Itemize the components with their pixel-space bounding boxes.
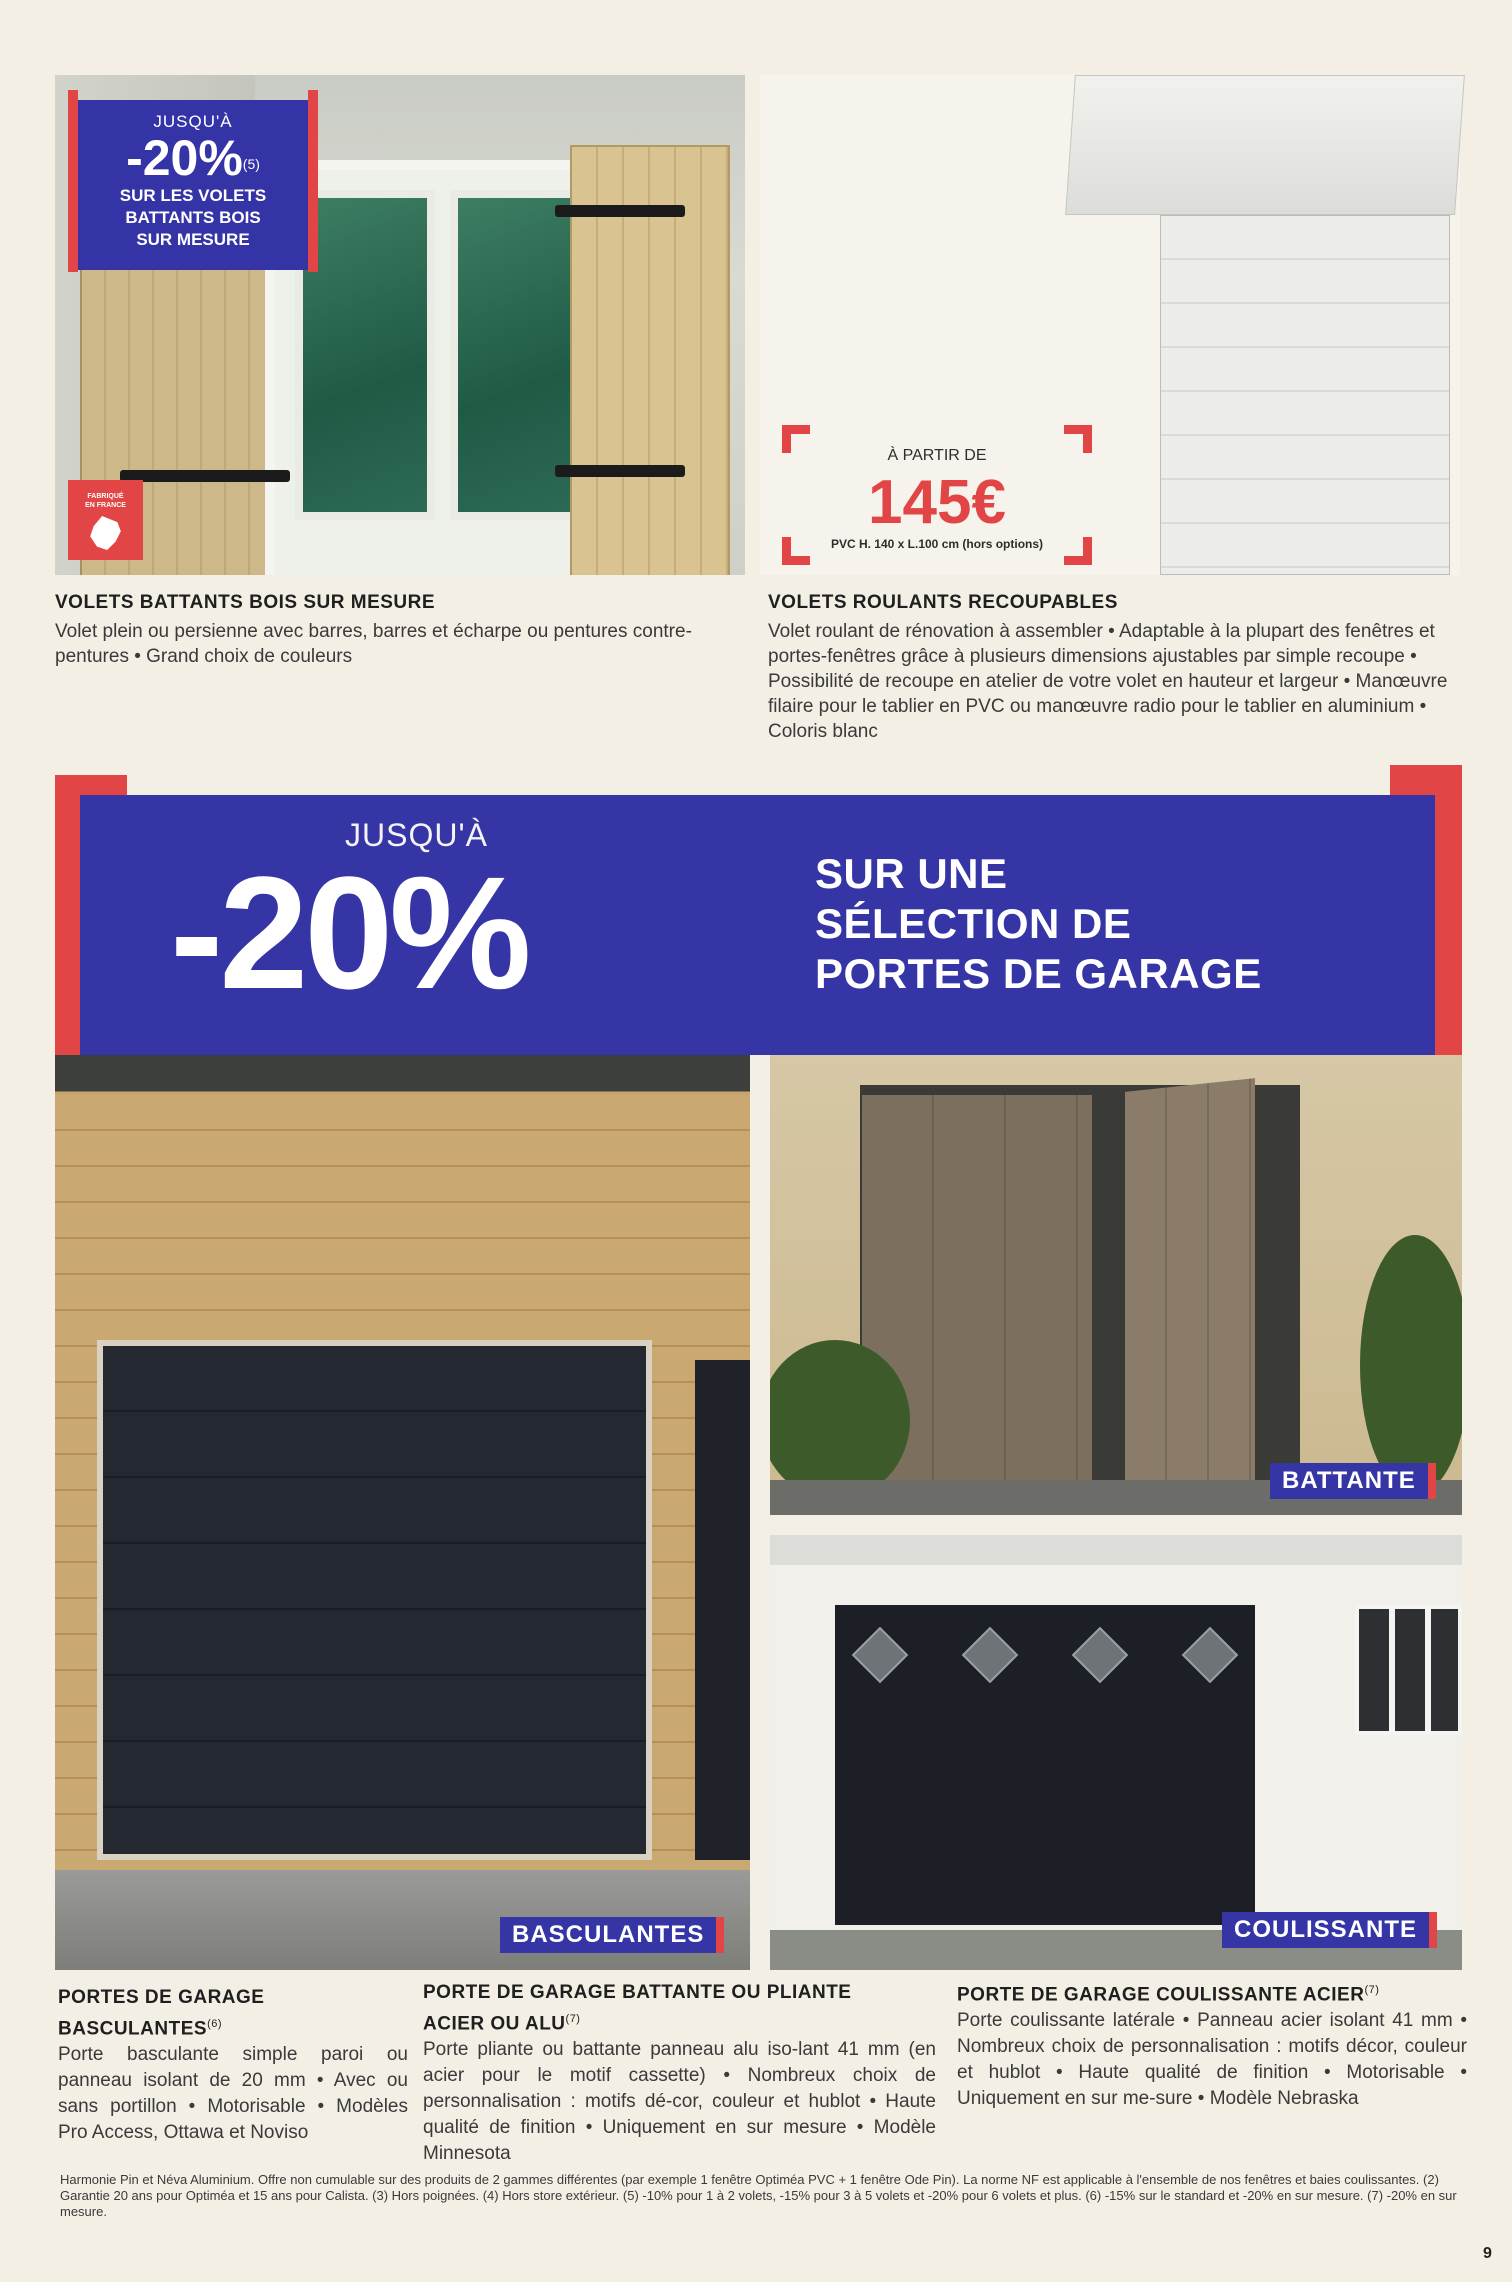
volets-battants-desc [55,590,755,669]
price-value: 145€ [868,468,1006,537]
tag-coulissante: COULISSANTE [1222,1912,1437,1948]
promo-line-3: SUR MESURE [136,230,250,249]
porte-coulissante-title: PORTE DE GARAGE COULISSANTE ACIER$^{(7)}$ [957,1984,1380,2006]
swing-garage-photo [770,1055,1462,1515]
volets-battants-title: VOLETS BATTANTS BOIS SUR MESURE [55,592,436,613]
tag-basculantes: BASCULANTES [500,1917,724,1953]
banner-percent: -20% [170,843,528,1022]
banner-line-1: SUR UNE [815,850,1008,897]
up-and-over-garage-photo [55,1055,750,1970]
porte-battante-title: PORTE DE GARAGE BATTANTE OU PLIANTE ACIER OU ALU$^{(7)}$ [423,1982,852,2035]
porte-coulissante-text: Porte coulissante latérale • Panneau acier isolant 41 mm • Nombreux choix de personnalisation : motifs décor, couleur et hublot • Haute qualité de finition • Motorisable • Uniquement en sur me-sure • Modèle Nebraska [957,2010,1467,2110]
made-in-france-badge [68,480,143,560]
portes-basculantes-desc [58,1985,408,2146]
promo-line-2: BATTANTS BOIS [125,208,261,227]
tag-battante: BATTANTE [1270,1463,1436,1499]
france-map-icon [89,516,123,550]
portes-basculantes-text: Porte basculante simple paroi ou panneau isolant de 20 mm • Avec ou sans portillon • Motorisable • Modèles Pro Access, Ottawa et Noviso [58,2044,408,2144]
promo-upto: JUSQU'À [153,112,233,131]
porte-coulissante-desc [957,1977,1467,2112]
promo-percent: -20%$^{(5)}$ [126,130,260,186]
page-number: 9 [1483,2245,1492,2262]
volets-roulants-desc [768,590,1463,744]
legal-footnote: Harmonie Pin et Néva Aluminium. Offre non cumulable sur des produits de 2 gammes différentes (par exemple 1 fenêtre Optiméa PVC + 1 fenêtre Ode Pin). La norme NF est applicable à l'ensemble de nos fenêtres et baies coulissantes. (2) Garantie 20 ans pour Optiméa et 15 ans pour Calista. (3) Hors poignées. (4) Hors store extérieur. (5) -10% pour 1 à 2 volets, -15% pour 3 à 5 volets et -20% pour 6 volets et plus. (6) -15% sur le standard et -20% en sur mesure. (7) -20% en sur mesure. [60,2172,1457,2219]
portes-basculantes-title: PORTES DE GARAGE BASCULANTES$^{(6)}$ [58,1987,265,2040]
volets-battants-text: Volet plein ou persienne avec barres, barres et écharpe ou pentures contre-pentures • Grand choix de couleurs [55,621,692,667]
porte-battante-desc [423,1980,936,2167]
made-in-france-line-1: FABRIQUÉ [87,493,124,500]
roller-shutter-photo [760,75,1460,575]
shutters-promo-badge [78,100,308,270]
porte-battante-text: Porte pliante ou battante panneau alu iso-lant 41 mm (en acier pour le motif cassette) • Nombreux choix de personnalisation : motifs dé-cor, couleur et hublot • Haute qualité de finition • Uniquement en sur mesure • Modèle Minnesota [423,2039,936,2165]
promo-line-1: SUR LES VOLETS [119,186,267,205]
made-in-france-line-2: EN FRANCE [85,502,126,509]
volets-roulants-title: VOLETS ROULANTS RECOUPABLES [768,592,1118,613]
volets-roulants-text: Volet roulant de rénovation à assembler • Adaptable à la plupart des fenêtres et portes-fenêtres grâce à plusieurs dimensions ajustables par simple recoupe • Possibilité de recoupe en atelier de votre volet en hauteur et largeur • Manœuvre filaire pour le tablier en PVC ou manœuvre radio pour le tablier en aluminium • Coloris blanc [768,621,1448,742]
garage-promo-banner [80,795,1435,1055]
sliding-garage-photo [770,1535,1462,1970]
banner-line-3: PORTES DE GARAGE [815,950,1262,997]
price-note: PVC H. 140 x L.100 cm (hors options) [830,537,1044,551]
banner-line-2: SÉLECTION DE [815,900,1132,947]
banner-upto: JUSQU'À [345,817,488,853]
price-from-label: À PARTIR DE [887,447,987,464]
roller-price-tag [782,425,1092,565]
